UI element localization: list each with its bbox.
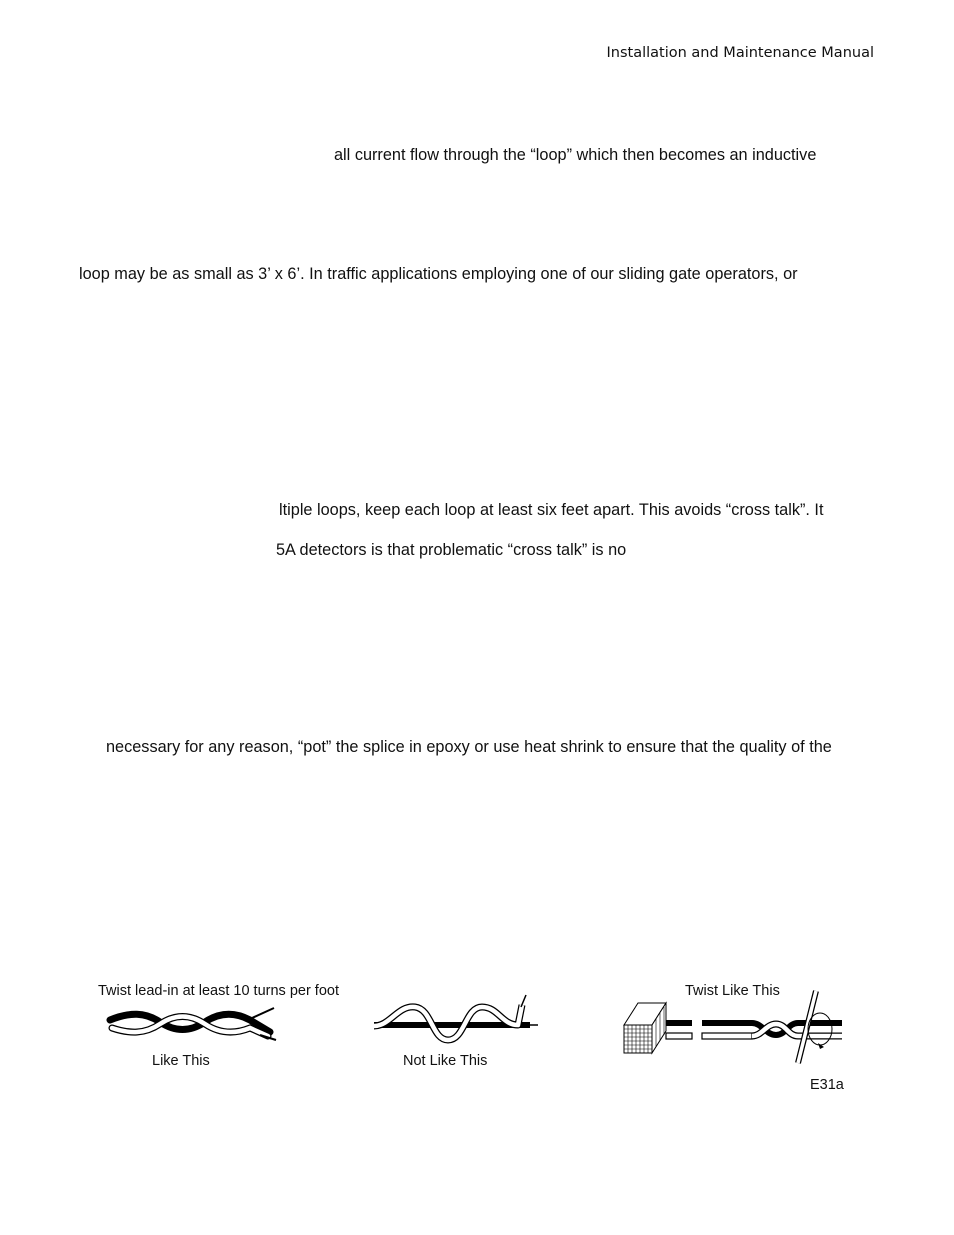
body-text-line: 5A detectors is that problematic “cross talk” is no: [276, 541, 627, 559]
twist-caption: Twist lead-in at least 10 turns per foot: [98, 983, 339, 999]
connector-twist-illustration: [620, 985, 850, 1065]
body-text-line: necessary for any reason, “pot” the splice in epoxy or use heat shrink to ensure that the quality of the: [106, 738, 832, 756]
body-text-line: all current flow through the “loop” which then becomes an inductive: [334, 146, 817, 164]
not-like-this-caption: Not Like This: [403, 1053, 488, 1069]
like-this-caption: Like This: [152, 1053, 210, 1069]
twisted-pair-illustration: [100, 1000, 280, 1050]
incorrect-wrap-illustration: [370, 995, 540, 1045]
body-text-line: ltiple loops, keep each loop at least six feet apart. This avoids “cross talk”. It: [279, 501, 824, 519]
twist-like-this-caption: Twist Like This: [685, 983, 780, 999]
figure-id-label: E31a: [810, 1077, 844, 1093]
body-text-line: loop may be as small as 3’ x 6’. In traffic applications employing one of our sliding gate operators, or: [79, 265, 798, 283]
page-header: Installation and Maintenance Manual: [606, 45, 874, 61]
